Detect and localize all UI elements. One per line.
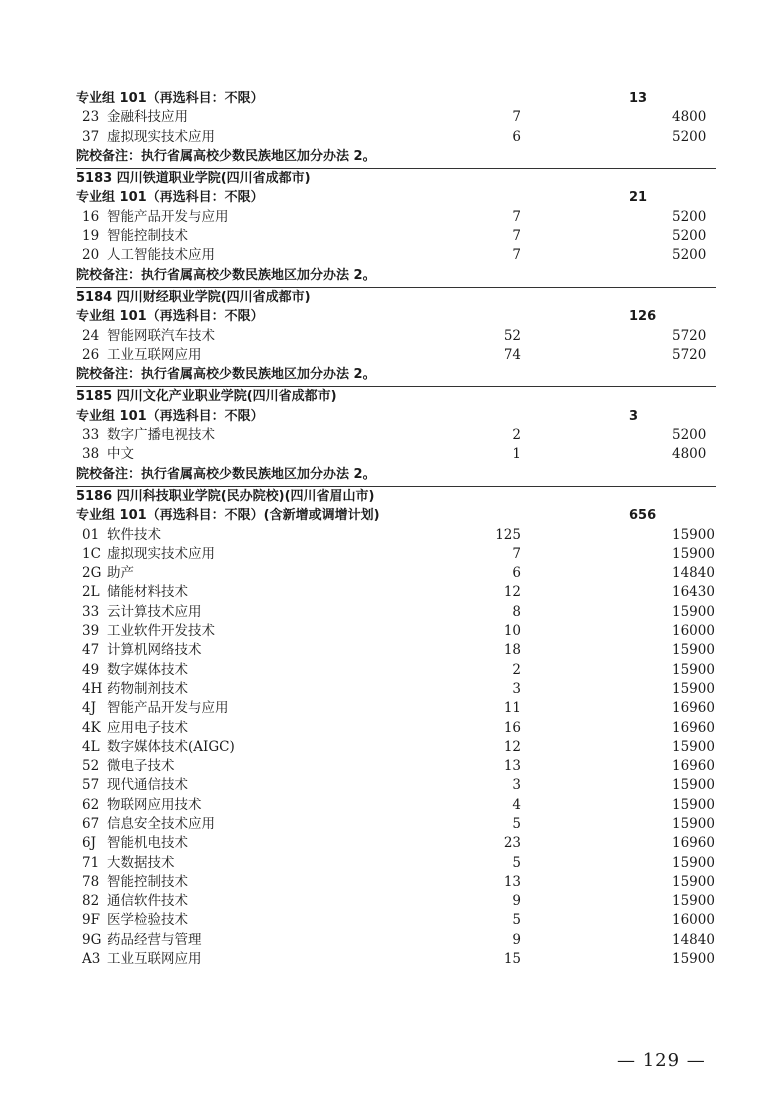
- plan-count: 13: [503, 758, 521, 775]
- plan-count: 7: [512, 208, 521, 225]
- plan-count: 11: [503, 700, 521, 717]
- major-row: [76, 661, 716, 680]
- college-header: 5184 四川财经职业学院(四川省成都市): [76, 289, 311, 305]
- major-row: [76, 834, 716, 853]
- major-row: [76, 327, 716, 346]
- major-code: 37: [82, 128, 100, 145]
- plan-count: 3: [512, 777, 521, 794]
- plan-count: 1: [512, 446, 521, 463]
- major-group-row: [76, 188, 716, 207]
- plan-count: 4: [512, 796, 521, 813]
- major-name: 虚拟现实技术应用: [107, 545, 215, 562]
- major-row: [76, 892, 716, 911]
- tuition-fee: 4800: [672, 446, 707, 463]
- major-row: [76, 622, 716, 641]
- major-name: 智能机电技术: [107, 835, 188, 852]
- major-name: 工业软件开发技术: [107, 623, 215, 640]
- major-code: 1C: [82, 545, 101, 562]
- major-group-label: 专业组 101（再选科目：不限）: [76, 309, 264, 325]
- major-name: 数字广播电视技术: [107, 427, 215, 444]
- major-code: 4L: [82, 738, 100, 755]
- tuition-fee: 14840: [672, 565, 715, 582]
- plan-count: 2: [512, 661, 521, 678]
- tuition-fee: 16960: [672, 758, 715, 775]
- tuition-fee: 15900: [672, 603, 715, 620]
- tuition-fee: 15900: [672, 815, 715, 832]
- major-row: [76, 108, 716, 127]
- major-row: [76, 815, 716, 834]
- major-name: 智能产品开发与应用: [107, 208, 229, 225]
- major-row: [76, 950, 716, 969]
- plan-count: 8: [512, 603, 521, 620]
- major-name: 储能材料技术: [107, 584, 188, 601]
- major-code: 01: [82, 526, 100, 543]
- major-row: [76, 873, 716, 892]
- major-code: 57: [82, 777, 100, 794]
- major-row: [76, 776, 716, 795]
- plan-count: 3: [512, 680, 521, 697]
- major-name: 信息安全技术应用: [107, 815, 215, 832]
- plan-count: 52: [503, 327, 521, 344]
- plan-count: 2: [512, 427, 521, 444]
- major-code: 2G: [82, 565, 102, 582]
- major-name: 工业互联网应用: [107, 951, 202, 968]
- major-row: [76, 426, 716, 445]
- college-note: 院校备注：执行省属高校少数民族地区加分办法 2。: [76, 267, 376, 283]
- major-group-row: [76, 307, 716, 326]
- plan-count: 10: [503, 623, 521, 640]
- major-code: 62: [82, 796, 100, 813]
- plan-count: 13: [503, 873, 521, 890]
- major-row: [76, 796, 716, 815]
- tuition-fee: 16000: [672, 623, 715, 640]
- college-note: 院校备注：执行省属高校少数民族地区加分办法 2。: [76, 367, 376, 383]
- tuition-fee: 15900: [672, 796, 715, 813]
- major-name: 中文: [107, 446, 134, 463]
- major-code: 82: [82, 893, 100, 910]
- major-row: [76, 564, 716, 583]
- plan-count: 9: [512, 931, 521, 948]
- major-group-row: [76, 89, 716, 108]
- major-group-label: 专业组 101（再选科目：不限）: [76, 91, 264, 106]
- major-row: [76, 911, 716, 930]
- tuition-fee: 14840: [672, 931, 715, 948]
- admission-plan-list: [76, 89, 716, 969]
- college-header: 5183 四川铁道职业学院(四川省成都市): [76, 171, 311, 187]
- major-name: 智能产品开发与应用: [107, 700, 229, 717]
- major-group-count: 21: [629, 190, 648, 206]
- plan-count: 5: [512, 912, 521, 929]
- major-code: 4H: [82, 680, 103, 697]
- tuition-fee: 15900: [672, 545, 715, 562]
- tuition-fee: 16430: [672, 584, 715, 601]
- major-name: 大数据技术: [107, 854, 175, 871]
- major-group-label: 专业组 101（再选科目：不限）: [76, 190, 264, 206]
- major-group-label: 专业组 101（再选科目：不限）: [76, 408, 264, 424]
- major-code: 67: [82, 815, 100, 832]
- plan-count: 125: [495, 526, 521, 543]
- major-name: 虚拟现实技术应用: [107, 128, 215, 145]
- major-row: [76, 603, 716, 622]
- plan-count: 7: [512, 109, 521, 126]
- major-group-count: 656: [629, 508, 657, 524]
- college-note: 院校备注：执行省属高校少数民族地区加分办法 2。: [76, 148, 376, 164]
- major-code: 24: [82, 327, 100, 344]
- major-code: A3: [82, 951, 101, 968]
- plan-count: 16: [503, 719, 521, 736]
- major-name: 微电子技术: [107, 758, 175, 775]
- major-code: 78: [82, 873, 100, 890]
- major-code: 38: [82, 446, 100, 463]
- tuition-fee: 5720: [672, 327, 707, 344]
- major-code: 71: [82, 854, 100, 871]
- major-code: 9F: [82, 912, 100, 929]
- plan-count: 5: [512, 815, 521, 832]
- plan-count: 12: [503, 738, 521, 755]
- major-row: [76, 128, 716, 147]
- plan-count: 6: [512, 565, 521, 582]
- major-group-count: 3: [629, 408, 639, 424]
- tuition-fee: 5200: [672, 128, 707, 145]
- plan-count: 18: [503, 642, 521, 659]
- major-name: 云计算技术应用: [107, 603, 202, 620]
- college-block: [76, 386, 716, 483]
- major-name: 数字媒体技术: [107, 661, 188, 678]
- major-name: 药品经营与管理: [107, 931, 202, 948]
- major-row: [76, 931, 716, 950]
- plan-count: 5: [512, 854, 521, 871]
- page-number: — 129 —: [617, 1050, 706, 1071]
- major-code: 9G: [82, 931, 102, 948]
- tuition-fee: 16000: [672, 912, 715, 929]
- tuition-fee: 15900: [672, 642, 715, 659]
- major-name: 计算机网络技术: [107, 642, 202, 659]
- tuition-fee: 15900: [672, 738, 715, 755]
- major-name: 物联网应用技术: [107, 796, 202, 813]
- plan-count: 23: [503, 835, 521, 852]
- tuition-fee: 5200: [672, 208, 707, 225]
- major-group-count: 126: [629, 309, 657, 325]
- major-name: 应用电子技术: [107, 719, 188, 736]
- major-name: 通信软件技术: [107, 893, 188, 910]
- major-code: 49: [82, 661, 100, 678]
- major-name: 工业互联网应用: [107, 346, 202, 363]
- major-code: 2L: [82, 584, 100, 601]
- major-row: [76, 699, 716, 718]
- major-name: 数字媒体技术(AIGC): [107, 738, 235, 755]
- major-name: 现代通信技术: [107, 777, 188, 794]
- major-group-label: 专业组 101（再选科目：不限）(含新增或调增计划): [76, 508, 380, 524]
- major-code: 26: [82, 346, 100, 363]
- major-group-row: [76, 506, 716, 525]
- plan-count: 7: [512, 247, 521, 264]
- major-row: [76, 545, 716, 564]
- major-code: 39: [82, 623, 100, 640]
- college-note: 院校备注：执行省属高校少数民族地区加分办法 2。: [76, 466, 376, 482]
- plan-count: 7: [512, 545, 521, 562]
- major-row: [76, 227, 716, 246]
- plan-count: 12: [503, 584, 521, 601]
- major-row: [76, 246, 716, 265]
- tuition-fee: 15900: [672, 661, 715, 678]
- major-code: 20: [82, 247, 100, 264]
- tuition-fee: 16960: [672, 835, 715, 852]
- major-row: [76, 719, 716, 738]
- tuition-fee: 4800: [672, 109, 707, 126]
- major-code: 4J: [82, 700, 97, 717]
- plan-count: 74: [503, 346, 521, 363]
- major-row: [76, 854, 716, 873]
- major-row: [76, 757, 716, 776]
- plan-count: 15: [503, 951, 521, 968]
- plan-count: 6: [512, 128, 521, 145]
- major-group-row: [76, 407, 716, 426]
- major-row: [76, 583, 716, 602]
- tuition-fee: 5200: [672, 228, 707, 245]
- major-row: [76, 445, 716, 464]
- major-name: 智能控制技术: [107, 228, 188, 245]
- major-row: [76, 680, 716, 699]
- college-header: 5186 四川科技职业学院(民办院校)(四川省眉山市): [76, 488, 375, 504]
- major-row: [76, 641, 716, 660]
- major-code: 16: [82, 208, 100, 225]
- tuition-fee: 15900: [672, 777, 715, 794]
- college-header: 5185 四川文化产业职业学院(四川省成都市): [76, 389, 337, 405]
- tuition-fee: 15900: [672, 873, 715, 890]
- college-block: [76, 287, 716, 384]
- tuition-fee: 15900: [672, 893, 715, 910]
- college-block: [76, 168, 716, 285]
- major-name: 软件技术: [107, 526, 161, 543]
- major-group-count: 13: [629, 91, 648, 106]
- major-code: 6J: [82, 835, 97, 852]
- college-block: [76, 89, 716, 166]
- tuition-fee: 15900: [672, 951, 715, 968]
- major-code: 33: [82, 603, 100, 620]
- major-name: 助产: [107, 565, 134, 582]
- major-row: [76, 208, 716, 227]
- tuition-fee: 15900: [672, 526, 715, 543]
- major-code: 52: [82, 758, 100, 775]
- tuition-fee: 5200: [672, 427, 707, 444]
- major-code: 4K: [82, 719, 101, 736]
- major-code: 23: [82, 109, 100, 126]
- major-row: [76, 526, 716, 545]
- tuition-fee: 15900: [672, 854, 715, 871]
- major-code: 33: [82, 427, 100, 444]
- major-code: 19: [82, 228, 100, 245]
- plan-count: 9: [512, 893, 521, 910]
- major-row: [76, 346, 716, 365]
- tuition-fee: 16960: [672, 719, 715, 736]
- major-row: [76, 738, 716, 757]
- major-name: 药物制剂技术: [107, 680, 188, 697]
- tuition-fee: 5200: [672, 247, 707, 264]
- major-code: 47: [82, 642, 100, 659]
- major-name: 智能控制技术: [107, 873, 188, 890]
- college-block: [76, 486, 716, 969]
- plan-count: 7: [512, 228, 521, 245]
- major-name: 医学检验技术: [107, 912, 188, 929]
- major-name: 人工智能技术应用: [107, 247, 215, 264]
- major-name: 智能网联汽车技术: [107, 327, 215, 344]
- major-name: 金融科技应用: [107, 109, 188, 126]
- tuition-fee: 16960: [672, 700, 715, 717]
- tuition-fee: 15900: [672, 680, 715, 697]
- tuition-fee: 5720: [672, 346, 707, 363]
